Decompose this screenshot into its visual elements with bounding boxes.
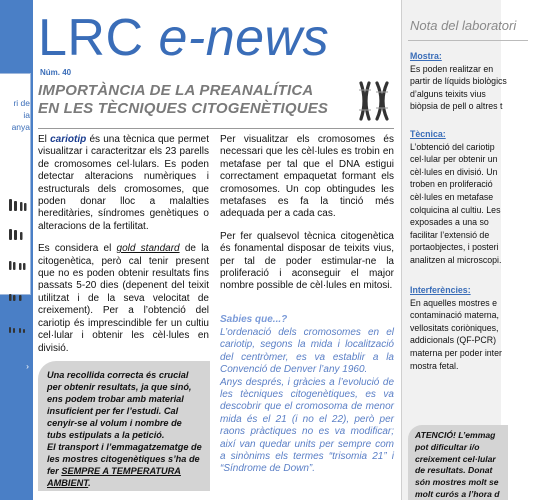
- warning-line: molt curós a l’hora d: [415, 488, 500, 499]
- mostra-line: partir de líquids biològics: [410, 76, 507, 87]
- p2-post: de la citogenètica, però cal tenir present que no es poden obtenir resultats fins passats 5-20 dies (depenent del teixit utilitzat i de la seva velocitat de creixement). Per a l’obtenció del cariotip és imprescindible fer un cultiu cel·lular i obtenir les cèl·lules en divisió.: [38, 243, 209, 354]
- keyword-cariotip: cariotip: [50, 134, 87, 145]
- sidebar-title: Nota del laboratori: [410, 18, 517, 33]
- headline-divider: [38, 128, 394, 129]
- tecnica-line: colquicina al cultiu. Les: [410, 204, 501, 215]
- sidebar-tecnica: [410, 128, 540, 267]
- masthead: [38, 8, 398, 78]
- did-you-know-p1: L’ordenació dels cromosomes en el cariotip, segons la mida i localització del centròmer, es va establir a la Convenció de Denver l’any 1960.: [220, 327, 394, 376]
- title-accent: e-news: [158, 9, 330, 67]
- did-you-know-box: [220, 314, 394, 476]
- paragraph-3: Per visualitzar els cromosomes és necessari que les cèl·lules es trobin en metafase per tal que el DNA estigui correctament empaquetat formant els cromosomes. Un cop obtingudes les metafases es fa la tinció més adequada per a cada cas.: [220, 134, 394, 220]
- tecnica-line: portaobjectes, i posteri: [410, 242, 499, 253]
- interferencies-line: vellositats coriòniques,: [410, 322, 499, 333]
- mostra-line: biòpsia de pell o altres t: [410, 101, 503, 112]
- warning-line: són mostres molt se: [415, 477, 499, 488]
- left-strip: [0, 0, 33, 500]
- headline-line-1: IMPORTÀNCIA DE LA PREANALÍTICA: [38, 82, 314, 99]
- article-headline: [38, 82, 358, 118]
- warning-line: creixement cel·lular: [415, 453, 496, 464]
- tecnica-line: facilitar l’extensió de: [410, 229, 490, 240]
- strip-line-3: anya: [11, 122, 30, 132]
- interferencies-line: materna per poder inter: [410, 347, 502, 358]
- p1-post: és una tècnica que permet visualitzar i caracteritzar els 23 parells de cromosomes cel·lulars. Es poden detectar alteracions numèriques i estructurals dels cromosomes, que poden donar lloc a malalties hereditàries, síndromes genètiques o alteracions de la fertilitat.: [38, 134, 209, 232]
- mostra-line: Es poden realitzar en: [410, 63, 494, 74]
- previous-page-card: [0, 73, 31, 295]
- did-you-know-p2: Anys després, i gràcies a l’evolució de les tècniques citogenètiques, es va descobrir que el cromosoma de menor mida és el 21 (i no el 22), però per raons pràctiques no es va modificar; així van quedar units per sempre com a sinònims els termes “trisomia 21” i “Síndrome de Down”.: [220, 376, 394, 475]
- tecnica-line: exposades a una so: [410, 217, 489, 228]
- tecnica-line: analitzen al microscopi.: [410, 254, 502, 265]
- interferencies-line: addicionals (QF-PCR): [410, 335, 497, 346]
- callout-text-2: [47, 441, 202, 489]
- interferencies-line: mostra fetal.: [410, 360, 459, 371]
- callout-temperature-emphasis: SEMPRE A TEMPERATURA AMBIENT: [47, 466, 181, 488]
- warning-line: pot dificultar i/o: [415, 441, 480, 452]
- mostra-line: d’alguns teixits vius: [410, 88, 486, 99]
- callout-text-2-post: .: [88, 478, 91, 488]
- gold-standard-term: gold standard: [116, 243, 180, 255]
- tecnica-line: cèl·lules en divisió. Un: [410, 166, 498, 177]
- tecnica-line: cèl·lules en metafase: [410, 191, 494, 202]
- strip-line-2: ia: [23, 110, 30, 120]
- tecnica-line: troben en proliferació: [410, 179, 493, 190]
- sidebar-interferencies: [410, 284, 540, 372]
- previous-page-text: [2, 97, 30, 133]
- warning-line: ATENCIÓ! L’emmag: [415, 430, 496, 440]
- paragraph-2: [38, 243, 209, 355]
- newsletter-title: [38, 8, 329, 68]
- warning-line: de resultats. Donat: [415, 465, 493, 476]
- tecnica-line: cel·lular per obtenir un: [410, 154, 498, 165]
- interferencies-line: contaminació materna,: [410, 310, 499, 321]
- strip-arrow-icon: ›: [26, 361, 29, 371]
- did-you-know-title: Sabies que...?: [220, 314, 288, 325]
- interferencies-heading: Interferències:: [410, 285, 471, 295]
- title-main: LRC: [38, 9, 159, 67]
- article-column-2: [220, 134, 394, 303]
- strip-line-1: ri de: [13, 98, 30, 108]
- article-column-1: [38, 134, 209, 365]
- karyotype-image: [6, 199, 28, 349]
- issue-number: Núm. 40: [40, 68, 72, 77]
- paragraph-4: Per fer qualsevol tècnica citogenètica és fonamental disposar de teixits vius, per tal de poder estimular-ne la proliferació i aconseguir el major nombre possible de cèl·lules en mitosi.: [220, 230, 394, 292]
- interferencies-line: En aquelles mostres e: [410, 297, 498, 308]
- sidebar-title-divider: [408, 40, 528, 41]
- mostra-heading: Mostra:: [410, 51, 442, 61]
- headline-line-2: EN LES TÈCNIQUES CITOGENÈTIQUES: [38, 100, 329, 117]
- storage-warning-callout: [408, 425, 508, 500]
- tecnica-heading: Tècnica:: [410, 129, 446, 139]
- tecnica-line: L’obtenció del cariotip: [410, 141, 495, 152]
- chromosome-icon: [355, 80, 395, 122]
- p2-pre: Es considera el: [38, 243, 117, 255]
- sample-handling-callout: [38, 361, 210, 491]
- p1-pre: El: [38, 134, 51, 145]
- paragraph-1: [38, 134, 209, 233]
- sidebar-mostra: [410, 50, 540, 113]
- callout-text-2-pre: El transport i l’emmagatzematge de les mostres citogenètiques s’ha de fer: [47, 442, 202, 476]
- callout-text-1: Una recollida correcta és crucial per obtenir resultats, ja que sinó, ens podem trobar amb material insuficient per fer l’estudi. Cal cenyir-se al volum i nombre de tubs estipulats a la petició.: [47, 370, 192, 440]
